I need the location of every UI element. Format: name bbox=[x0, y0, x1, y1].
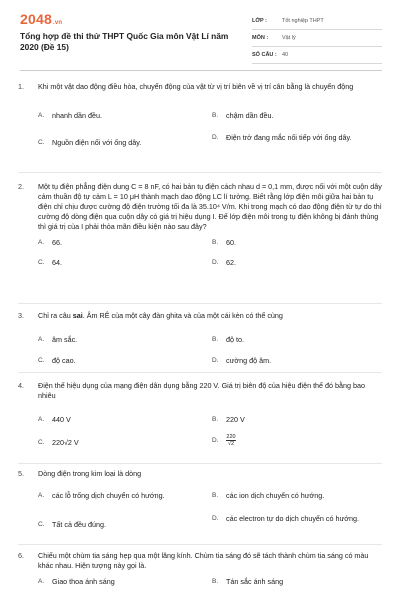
option-text: 66. bbox=[52, 238, 62, 247]
option-letter: B. bbox=[212, 336, 219, 343]
option-text: 64. bbox=[52, 258, 62, 267]
question-separator bbox=[18, 172, 382, 173]
option-letter: C. bbox=[38, 521, 45, 528]
option-text: nhanh dần đều. bbox=[52, 111, 102, 120]
option-letter: D. bbox=[212, 134, 219, 141]
option-letter: B. bbox=[212, 578, 219, 585]
question-text: Điện thế hiệu dụng của mạng điện dân dụng bằng 220 V. Giá trị biên độ của hiệu điện thế đó bằng bao nhiêu bbox=[38, 381, 366, 400]
fraction-denominator: √2 bbox=[227, 440, 235, 447]
option-text: các electron tự do dịch chuyển có hướng. bbox=[226, 514, 360, 523]
option-text: Giao thoa ánh sáng bbox=[52, 577, 115, 586]
option-letter: B. bbox=[212, 112, 219, 119]
option-d[interactable] bbox=[212, 258, 382, 268]
question-separator bbox=[18, 303, 382, 304]
option-letter: A. bbox=[38, 239, 45, 246]
option-a[interactable] bbox=[38, 111, 198, 121]
option-letter: B. bbox=[212, 416, 219, 423]
meta-row-subject bbox=[252, 30, 382, 47]
fraction bbox=[226, 434, 236, 447]
meta-row-class bbox=[252, 13, 382, 30]
logo-suffix: .vn bbox=[52, 20, 63, 26]
question-number: 3. bbox=[18, 311, 24, 320]
option-text: 220√2 V bbox=[52, 438, 79, 447]
meta-label: LỚP : bbox=[252, 18, 267, 24]
option-text: 220 V bbox=[226, 415, 245, 424]
option-text: Tán sắc ánh sáng bbox=[226, 577, 284, 586]
option-letter: D. bbox=[212, 357, 219, 364]
logo-text: 2048 bbox=[20, 11, 52, 27]
question-text: Chiếu một chùm tia sáng hẹp qua một lăng kính. Chùm tia sáng đó sẽ tách thành chùm tia sáng có màu khác nhau. Hiện tượng này gọi là. bbox=[38, 551, 369, 570]
question-text-post: . Âm RÊ của một cây đàn ghita và của một cái kèn có thể cùng bbox=[82, 311, 283, 320]
option-text: Nguồn điện nối với ống dây. bbox=[52, 138, 142, 147]
question-5 bbox=[18, 469, 382, 529]
meta-table bbox=[252, 13, 382, 64]
option-b[interactable] bbox=[212, 491, 382, 501]
option-text: âm sắc. bbox=[52, 335, 78, 344]
option-text: độ cao. bbox=[52, 356, 76, 365]
option-letter: A. bbox=[38, 112, 45, 119]
option-a[interactable] bbox=[38, 335, 198, 345]
option-d[interactable] bbox=[212, 356, 382, 366]
document-header bbox=[0, 0, 400, 70]
site-logo[interactable] bbox=[20, 11, 62, 27]
option-text: chậm dần đều. bbox=[226, 111, 274, 120]
meta-label: SỐ CÂU : bbox=[252, 52, 277, 58]
option-text: các ion dịch chuyển có hướng. bbox=[226, 491, 325, 500]
option-letter: D. bbox=[212, 259, 219, 266]
option-letter: D. bbox=[212, 436, 219, 444]
header-divider bbox=[20, 70, 382, 71]
option-b[interactable] bbox=[212, 577, 382, 587]
question-text-pre: Chỉ ra câu bbox=[38, 311, 73, 320]
option-letter: A. bbox=[38, 416, 45, 423]
option-b[interactable] bbox=[212, 111, 382, 121]
option-a[interactable] bbox=[38, 415, 198, 425]
question-number: 2. bbox=[18, 182, 24, 191]
option-text: Tất cả đều đúng. bbox=[52, 520, 106, 529]
question-6 bbox=[18, 551, 382, 591]
meta-row-count bbox=[252, 47, 382, 64]
option-letter: A. bbox=[38, 492, 45, 499]
option-text: 62. bbox=[226, 258, 236, 267]
option-letter: C. bbox=[38, 439, 45, 446]
option-b[interactable] bbox=[212, 238, 382, 248]
option-letter: A. bbox=[38, 336, 45, 343]
option-letter: A. bbox=[38, 578, 45, 585]
question-number: 1. bbox=[18, 82, 24, 91]
option-b[interactable] bbox=[212, 335, 382, 345]
option-b[interactable] bbox=[212, 415, 382, 425]
meta-value: Tốt nghiệp THPT bbox=[282, 18, 324, 24]
question-separator bbox=[18, 544, 382, 545]
option-letter: C. bbox=[38, 139, 45, 146]
option-c[interactable] bbox=[38, 520, 198, 530]
option-text: cường độ âm. bbox=[226, 356, 272, 365]
question-text-emphasis: sai bbox=[72, 311, 83, 320]
option-letter: C. bbox=[38, 357, 45, 364]
option-letter: B. bbox=[212, 492, 219, 499]
option-d[interactable] bbox=[212, 133, 382, 143]
option-text: Điện trở đang mắc nối tiếp với ống dây. bbox=[226, 133, 352, 142]
option-text: 440 V bbox=[52, 415, 71, 424]
document-title: Tổng hợp đề thi thử THPT Quốc Gia môn Vật Lí năm 2020 (Đề 15) bbox=[20, 31, 229, 52]
question-text: Dòng điện trong kim loại là dòng bbox=[38, 469, 142, 478]
question-3 bbox=[18, 311, 382, 365]
question-4 bbox=[18, 381, 382, 451]
option-letter: B. bbox=[212, 239, 219, 246]
option-text: 60. bbox=[226, 238, 236, 247]
option-c[interactable] bbox=[38, 138, 198, 148]
question-text bbox=[38, 311, 382, 321]
meta-label: MÔN : bbox=[252, 35, 269, 41]
option-c[interactable] bbox=[38, 438, 198, 448]
option-a[interactable] bbox=[38, 238, 198, 248]
option-text: độ to. bbox=[226, 335, 244, 344]
option-a[interactable] bbox=[38, 577, 198, 587]
meta-value: 40 bbox=[282, 52, 289, 58]
option-letter: C. bbox=[38, 259, 45, 266]
question-1 bbox=[18, 82, 382, 147]
question-separator bbox=[18, 463, 382, 464]
option-c[interactable] bbox=[38, 258, 198, 268]
option-letter: D. bbox=[212, 515, 219, 522]
question-text: Khi một vật dao động điều hòa, chuyển động của vật từ vị trí biên về vị trí cân bằng là chuyển động bbox=[38, 82, 354, 91]
fraction-numerator: 220 bbox=[226, 434, 236, 440]
option-a[interactable] bbox=[38, 491, 198, 501]
question-2 bbox=[18, 182, 382, 272]
question-text: Một tụ điện phẳng điện dung C = 8 nF, có hai bản tụ điện cách nhau d = 0,1 mm, được nối với một cuộn dây cảm thuần độ tự cảm L = 10 μH thành mạch dao động LC lí tưởng. Biết rằng lớp điện môi giữa hai bản tụ điện chỉ chịu được cường độ điện trường tối đa là 35.10⁴ V/m. Khi trong mạch có dao động điện từ tự do thì cường độ dòng điện qua cuộn dây có giá trị hiệu dụng I. Để lớp điện môi trong tụ điện không bị đánh thủng thì giá trị của I phải thỏa mãn điều kiện nào sau đây? bbox=[38, 182, 382, 231]
option-d[interactable] bbox=[212, 434, 382, 447]
question-number: 4. bbox=[18, 381, 24, 390]
question-number: 6. bbox=[18, 551, 24, 560]
meta-value: Vật lý bbox=[282, 35, 296, 41]
option-text: các lỗ trống dịch chuyển có hướng. bbox=[52, 491, 165, 500]
option-c[interactable] bbox=[38, 356, 198, 366]
question-separator bbox=[18, 372, 382, 373]
option-d[interactable] bbox=[212, 514, 382, 524]
question-number: 5. bbox=[18, 469, 24, 478]
